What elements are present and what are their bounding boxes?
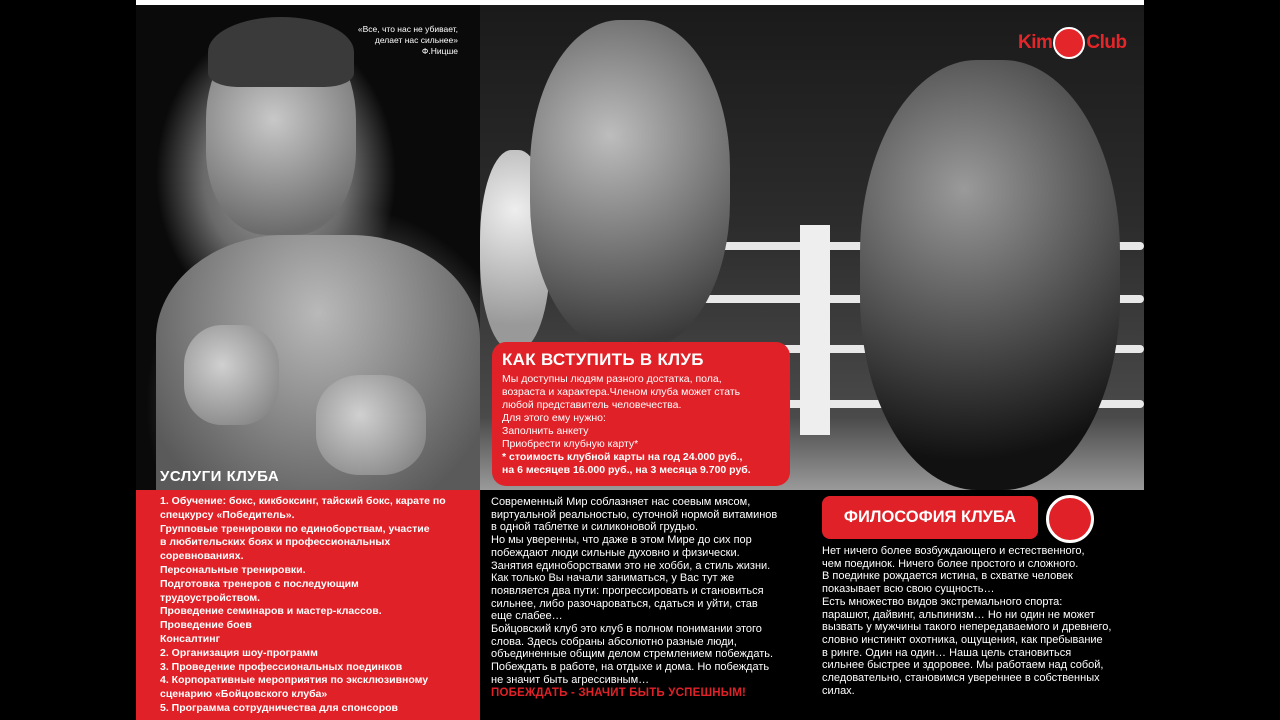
club-brochure [136, 0, 1144, 720]
slogan: ПОБЕЖДАТЬ - ЗНАЧИТ БЫТЬ УСПЕШНЫМ! [491, 686, 747, 699]
middle-line: Но мы уверенны, что даже в этом Мире до сих пор [491, 534, 752, 547]
join-price: на 6 месяцев 16.000 руб., на 3 месяца 9.700 руб. [502, 464, 751, 476]
service-item: Проведение боев [160, 619, 252, 632]
service-item: 3. Проведение профессиональных поединков [160, 660, 403, 673]
philosophy-line: Есть множество видов экстремального спорта: [822, 595, 1063, 608]
middle-line: объединенные общим делом стремлением побеждать. [491, 648, 774, 661]
join-line: Мы доступны людям разного достатка, пола, [502, 373, 722, 385]
service-item: Персональные тренировки. [160, 563, 306, 576]
philosophy-line: сильнее быстрее и здоровее. Мы работаем над собой, [822, 659, 1104, 672]
services-list [136, 490, 480, 720]
quote-author: Ф.Ницше [421, 46, 458, 56]
middle-line: Бойцовский клуб это клуб в полном понимании этого [491, 623, 762, 636]
philosophy-text [822, 545, 1142, 697]
middle-line: Побеждать в работе, на отдыхе и дома. Но побеждать [491, 661, 770, 674]
philosophy-line: следовательно, становимся увереннее в собственных [822, 672, 1100, 685]
service-item: 2. Организация шоу-программ [160, 646, 318, 659]
boxer-left [530, 20, 730, 350]
logo-text-right: Club [1086, 32, 1127, 53]
service-item: сценарию «Бойцовского клуба» [160, 688, 328, 701]
service-item: соревнованиях. [160, 550, 244, 563]
middle-line: виртуальной реальностью, суточной нормой витаминов [491, 508, 778, 521]
services-title: УСЛУГИ КЛУБА [160, 468, 280, 485]
service-item: 4. Корпоративные мероприятия по эксклюзивному [160, 674, 429, 687]
nietzsche-quote [326, 24, 458, 57]
philosophy-line: силах. [822, 684, 855, 697]
philosophy-line: чем поединок. Ничего более простого и сложного. [822, 557, 1079, 570]
fighter-portrait-photo [136, 5, 480, 490]
join-club-box [492, 342, 790, 486]
philosophy-line: Нет ничего более возбуждающего и естественного, [822, 545, 1085, 557]
fist-right [316, 375, 426, 475]
middle-line: Современный Мир соблазняет нас соевым мясом, [491, 496, 751, 508]
join-line: Приобрести клубную карту* [502, 438, 639, 450]
join-title: КАК ВСТУПИТЬ В КЛУБ [502, 350, 704, 369]
middle-line: Занятия единоборствами это не хобби, а стиль жизни. [491, 559, 771, 572]
service-item: 5. Программа сотрудничества для спонсоров [160, 701, 398, 714]
philosophy-line: вызвать у мужчины такого непередаваемого и древнего, [822, 621, 1112, 634]
join-price: * стоимость клубной карты на год 24.000 руб., [502, 451, 743, 463]
philosophy-line: показывает всю свою сущность… [822, 583, 995, 596]
join-line: Для этого ему нужно: [502, 412, 606, 424]
service-item: Подготовка тренеров с последующим трудоустройством. [160, 577, 359, 604]
service-item: 1. Обучение: бокс, кикбоксинг, тайский бокс, карате по [160, 495, 446, 507]
logo-seal-icon [1053, 27, 1085, 59]
service-item: Групповые тренировки по единоборствам, участие [160, 522, 430, 535]
philosophy-line: парашют, дайвинг, альпинизм… Но ни один не может [822, 608, 1095, 621]
service-item: в любительских боях и профессиональных [160, 536, 391, 549]
boxer-right [860, 60, 1120, 490]
middle-line: еще слабее… [491, 610, 563, 623]
philosophy-line: В поединке рождается истина, в схватке человек [822, 570, 1073, 583]
join-line: любой представитель человечества. [502, 399, 682, 411]
quote-line: «Все, что нас не убивает, [357, 24, 458, 34]
philosophy-line: словно инстинкт охотника, ощущения, как пребывание [822, 633, 1103, 646]
service-item: Консалтинг [160, 632, 220, 645]
philosophy-line: в ринге. Один на один… Наша цель становиться [822, 646, 1072, 659]
logo-text-left: Kim [1018, 32, 1053, 53]
middle-line: появляется два пути: прогрессировать и становиться [491, 584, 764, 597]
kim-club-logo [1018, 27, 1127, 59]
middle-line: не значит быть агрессивным… [491, 673, 650, 686]
join-line: Заполнить анкету [502, 425, 589, 437]
quote-line: делает нас сильнее» [374, 35, 458, 45]
middle-text [491, 496, 801, 699]
middle-line: Как только Вы начали заниматься, у Вас тут же [491, 572, 735, 585]
middle-line: побеждают люди сильные духовно и физически. [491, 546, 740, 559]
middle-line: в одной таблетке и силиконовой грудью. [491, 521, 699, 534]
philosophy-title: ФИЛОСОФИЯ КЛУБА [822, 496, 1038, 539]
club-seal-icon [1046, 495, 1094, 543]
middle-line: слова. Здесь собраны абсолютно разные люди, [491, 635, 737, 648]
ring-corner-post [800, 225, 830, 435]
middle-line: сильнее, либо разочароваться, сдаться и уйти, став [491, 597, 758, 610]
service-item: спецкурсу «Победитель». [160, 508, 295, 521]
service-item: Проведение семинаров и мастер-классов. [160, 605, 382, 618]
join-line: возраста и характера.Членом клуба может стать [502, 386, 741, 398]
fist-left [184, 325, 279, 425]
